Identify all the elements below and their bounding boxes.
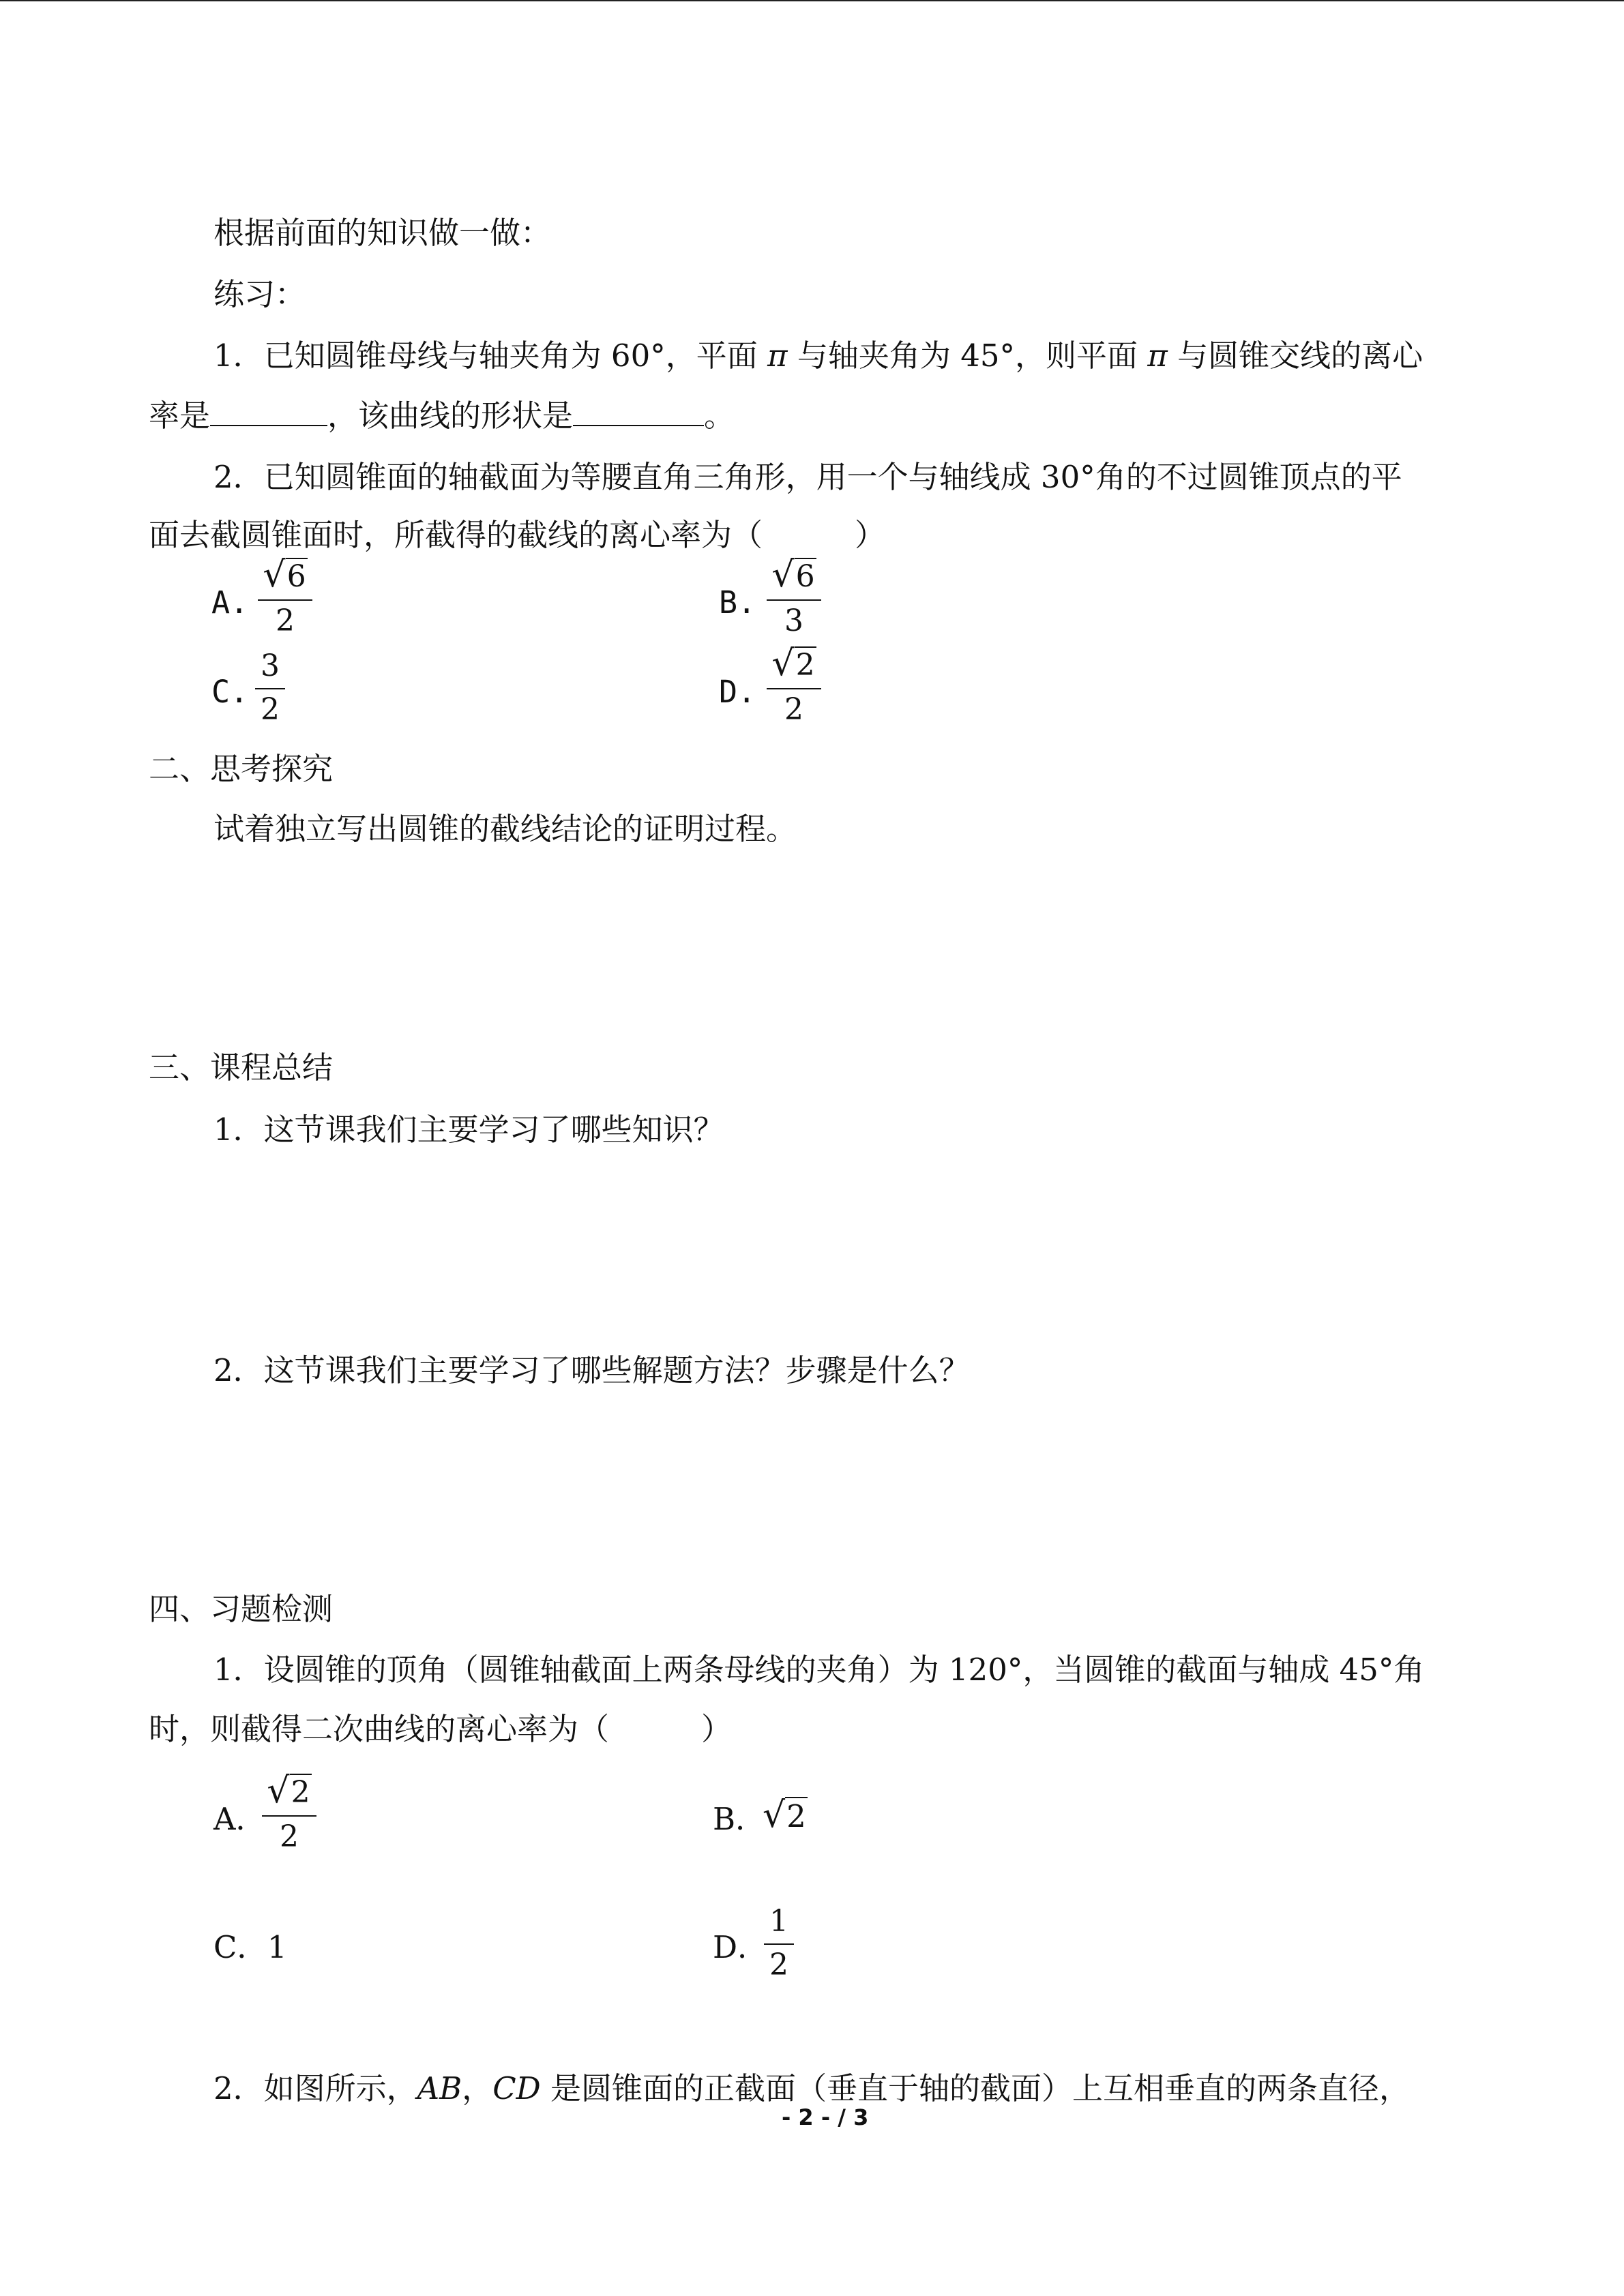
numerator: 3 [261,648,280,683]
practice-q2-line2: 面去截圆锥面时，所截得的截线的离心率为（ ） [149,517,886,553]
denominator: 2 [769,1948,788,1982]
q1-text-b: 与轴夹角为 45°，则平面 [787,338,1148,374]
section-2-body: 试着独立写出圆锥的截线结论的证明过程。 [213,811,797,847]
q2-option-c-fraction [255,644,285,733]
denominator: 2 [280,1819,299,1854]
numerator: 1 [769,1904,788,1939]
denominator: 2 [784,692,803,727]
denominator: 3 [784,603,803,638]
q2-option-b-fraction: √6 3 [767,556,821,644]
s4-option-c-value: 1 [267,1929,287,1965]
top-border [0,0,1624,1]
practice-q1-line2 [149,396,735,436]
s4-option-c-label[interactable]: C． [213,1929,268,1965]
radicand: 6 [286,559,306,594]
s4-option-b-label[interactable]: B． [713,1801,767,1837]
section-4-q1-line2: 时，则截得二次曲线的离心率为（ ） [149,1711,733,1747]
q1-text-c: 与圆锥交线的离心 [1167,338,1423,374]
section-4-q1-line1: 1．设圆锥的顶角（圆锥轴截面上两条母线的夹角）为 120°，当圆锥的截面与轴成 45°角 [213,1652,1425,1688]
label-ab: AB [417,2070,462,2106]
pi-symbol: π [767,338,788,374]
q2-option-c-label[interactable]: C. [211,674,249,710]
radicand: 2 [291,1775,310,1810]
radicand: 2 [786,1798,806,1834]
denominator: 2 [261,692,280,727]
q1-text-f: 。 [704,398,735,434]
q2-option-a-fraction: √6 2 [258,556,312,644]
section-3-title: 三、课程总结 [149,1049,334,1086]
radicand: 2 [795,648,815,683]
q2-text-a: 2．如图所示， [213,2070,417,2106]
section-3-item-2: 2．这节课我们主要学习了哪些解题方法？步骤是什么？ [213,1352,970,1388]
practice-q1-line1 [213,336,1423,376]
section-3-item-1: 1．这节课我们主要学习了哪些知识？ [213,1112,724,1148]
practice-label: 练习： [213,276,306,312]
section-4-q2-line1 [213,2068,1410,2109]
denominator: 2 [276,603,295,638]
s4-option-a-label[interactable]: A． [213,1801,267,1837]
q2-option-d-label[interactable]: D. [719,674,756,710]
q1-text-d: 率是 [149,398,211,434]
q2-option-a-label[interactable]: A. [211,584,249,621]
s4-option-b-value: √2 [763,1795,806,1836]
q1-text-e: ，该曲线的形状是 [327,398,574,434]
pi-symbol: π [1147,338,1168,374]
answer-blank-eccentricity[interactable] [210,398,327,426]
page-number: - 2 - / 3 [782,2104,869,2130]
radicand: 6 [795,559,815,594]
q1-text-a: 1．已知圆锥母线与轴夹角为 60°，平面 [213,338,768,374]
q2-text-b: 是圆锥面的正截面（垂直于轴的截面）上互相垂直的两条直径， [540,2070,1411,2106]
s4-option-d-label[interactable]: D． [713,1929,769,1965]
q2-option-d-fraction: √2 2 [767,644,821,733]
s4-option-d-fraction [764,1900,794,1988]
q2-option-b-label[interactable]: B. [719,584,756,621]
s4-option-a-fraction: √2 2 [262,1772,316,1860]
section-4-title: 四、习题检测 [149,1591,334,1627]
q2-comma: ， [462,2070,493,2106]
label-cd: CD [492,2070,541,2106]
section-2-title: 二、思考探究 [149,751,334,787]
intro-text: 根据前面的知识做一做： [213,215,552,251]
practice-q2-line1: 2．已知圆锥面的轴截面为等腰直角三角形，用一个与轴线成 30°角的不过圆锥顶点的平 [213,459,1402,495]
answer-blank-shape[interactable] [573,398,704,426]
